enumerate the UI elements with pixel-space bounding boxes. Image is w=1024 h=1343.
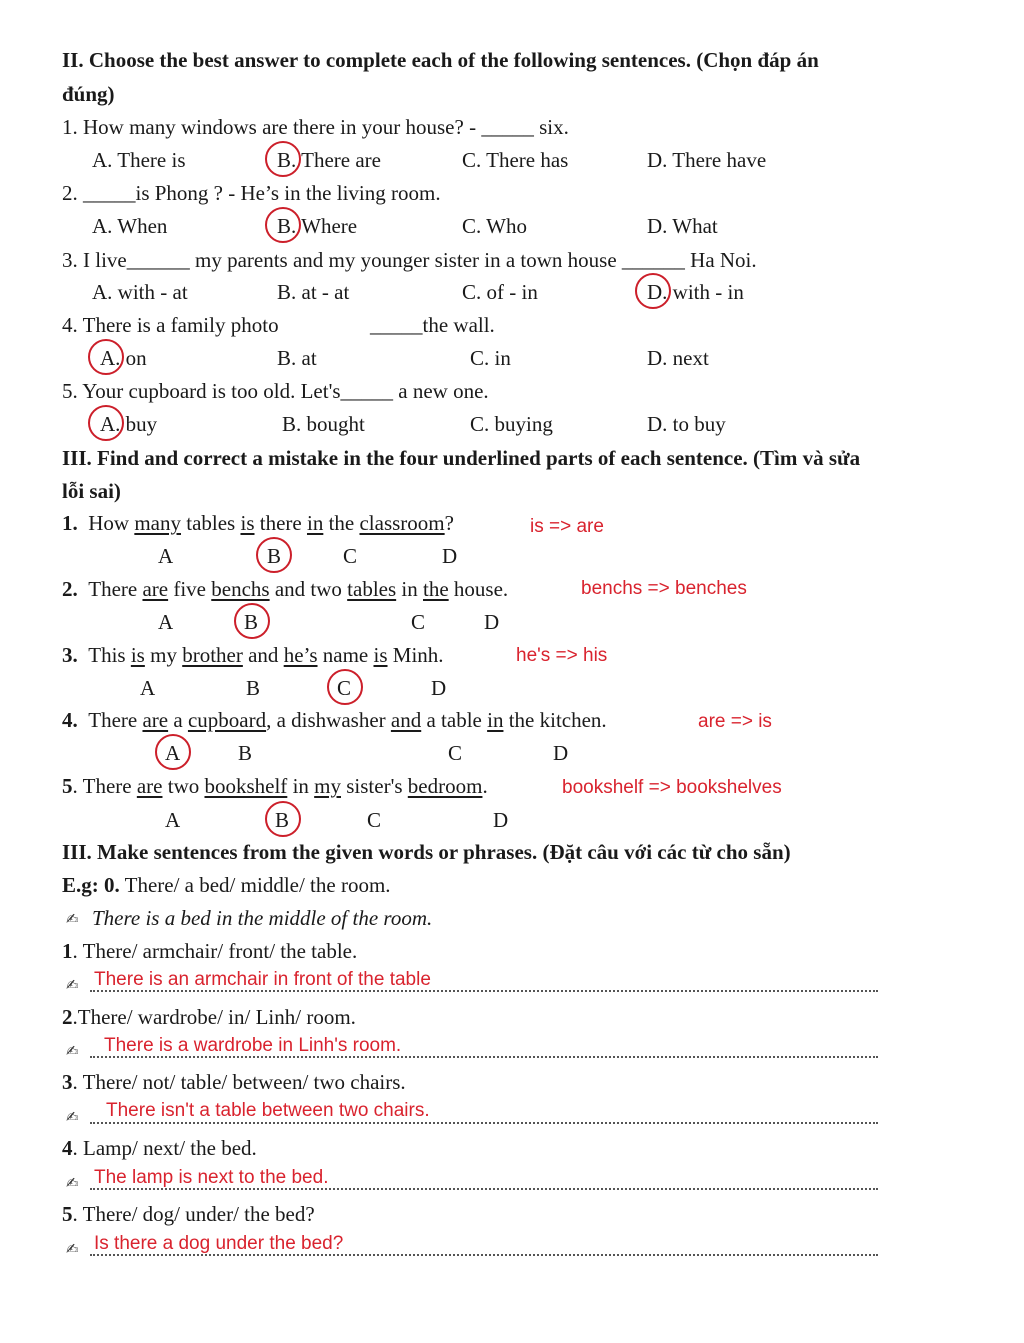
letter-b: B bbox=[275, 808, 290, 832]
section4-heading: III. Make sentences from the given words or phrases. (Đặt câu với các từ cho sẵn) bbox=[62, 840, 791, 864]
writing-hand-icon: ✍ bbox=[66, 1042, 79, 1060]
answer-circle-mark bbox=[635, 273, 671, 309]
section2-heading-line1: II. Choose the best answer to complete each of the following sentences. (Chọn đáp án bbox=[62, 48, 819, 72]
answer-circle-mark bbox=[265, 141, 301, 177]
q4-option-d: D. next bbox=[647, 346, 709, 370]
writing-hand-icon: ✍ bbox=[66, 976, 79, 994]
letter-c: C bbox=[337, 676, 352, 700]
section3-heading-line2: lỗi sai) bbox=[62, 479, 121, 503]
q4-option-c: C. in bbox=[470, 346, 511, 370]
letter-a: A bbox=[158, 544, 174, 568]
answer-dotted-line bbox=[90, 1254, 878, 1256]
q3-option-d: D. with - in bbox=[647, 280, 744, 304]
answer-text-2: There is a wardrobe in Linh's room. bbox=[104, 1035, 402, 1056]
sentence-prompt-2: 2.There/ wardrobe/ in/ Linh/ room. bbox=[62, 1005, 356, 1029]
q3-option-b: B. at - at bbox=[277, 280, 350, 304]
q2-option-c: C. Who bbox=[462, 214, 527, 238]
correction-note-3: he's => his bbox=[516, 645, 608, 666]
q1-stem: 1. How many windows are there in your house? - _____ six. bbox=[62, 115, 569, 139]
answer-circle-mark bbox=[88, 405, 124, 441]
answer-circle-mark bbox=[327, 669, 363, 705]
letter-a: A bbox=[158, 610, 174, 634]
q5-option-d: D. to buy bbox=[647, 412, 726, 436]
letter-a: A bbox=[165, 741, 181, 765]
q2-option-b: B. Where bbox=[277, 214, 358, 238]
q5-option-b: B. bought bbox=[282, 412, 365, 436]
answer-circle-mark bbox=[88, 339, 124, 375]
letter-d: D bbox=[493, 808, 509, 832]
letter-b: B bbox=[246, 676, 261, 700]
mistake-sentence-2: 2. There are five benchs and two tables in the house. bbox=[62, 577, 509, 601]
q3-option-a: A. with - at bbox=[92, 280, 188, 304]
sentence-prompt-1: 1. There/ armchair/ front/ the table. bbox=[62, 939, 358, 963]
letter-b: B bbox=[244, 610, 259, 634]
q5-option-a: A. buy bbox=[100, 412, 158, 436]
sentence-prompt-5: 5. There/ dog/ under/ the bed? bbox=[62, 1202, 315, 1226]
letter-c: C bbox=[411, 610, 426, 634]
answer-circle-mark bbox=[265, 801, 301, 837]
q5-option-c: C. buying bbox=[470, 412, 553, 436]
q5-stem: 5. Your cupboard is too old. Let's_____ a new one. bbox=[62, 379, 489, 403]
q1-option-a: A. There is bbox=[92, 148, 186, 172]
q2-option-a: A. When bbox=[92, 214, 168, 238]
answer-circle-mark bbox=[155, 734, 191, 770]
answer-text-5: Is there a dog under the bed? bbox=[94, 1233, 344, 1254]
q1-option-c: C. There has bbox=[462, 148, 569, 172]
sentence-prompt-3: 3. There/ not/ table/ between/ two chairs. bbox=[62, 1070, 406, 1094]
answer-dotted-line bbox=[90, 990, 878, 992]
answer-text-4: The lamp is next to the bed. bbox=[94, 1167, 329, 1188]
correction-note-5: bookshelf => bookshelves bbox=[562, 777, 782, 798]
mistake-sentence-4: 4. There are a cupboard, a dishwasher and a table in the kitchen. bbox=[62, 708, 607, 732]
answer-dotted-line bbox=[90, 1188, 878, 1190]
letter-c: C bbox=[448, 741, 463, 765]
letter-c: C bbox=[367, 808, 382, 832]
section3-heading-line1: III. Find and correct a mistake in the four underlined parts of each sentence. (Tìm và sửa bbox=[62, 446, 861, 470]
writing-hand-icon: ✍ bbox=[66, 1240, 79, 1258]
q2-option-d: D. What bbox=[647, 214, 718, 238]
writing-hand-icon: ✍ bbox=[66, 910, 79, 928]
answer-circle-mark bbox=[256, 537, 292, 573]
answer-circle-mark bbox=[265, 207, 301, 243]
letter-d: D bbox=[431, 676, 447, 700]
q4-stem-blank: _____the wall. bbox=[370, 313, 495, 337]
letter-d: D bbox=[442, 544, 458, 568]
writing-hand-icon: ✍ bbox=[66, 1108, 79, 1126]
letter-b: B bbox=[238, 741, 253, 765]
mistake-sentence-5: 5. There are two bookshelf in my sister's bedroom. bbox=[62, 774, 488, 798]
mistake-sentence-3: 3. This is my brother and he’s name is Minh. bbox=[62, 643, 444, 667]
q3-option-c: C. of - in bbox=[462, 280, 538, 304]
correction-note-2: benchs => benches bbox=[581, 578, 747, 599]
answer-dotted-line bbox=[90, 1122, 878, 1124]
writing-hand-icon: ✍ bbox=[66, 1174, 79, 1192]
q3-stem: 3. I live______ my parents and my younger sister in a town house ______ Ha Noi. bbox=[62, 248, 757, 272]
q4-stem: 4. There is a family photo bbox=[62, 313, 279, 337]
letter-a: A bbox=[140, 676, 156, 700]
example-answer: There is a bed in the middle of the room. bbox=[92, 906, 433, 930]
mistake-sentence-1: 1. How many tables is there in the classroom? bbox=[62, 511, 454, 535]
answer-text-1: There is an armchair in front of the table bbox=[94, 969, 431, 990]
q1-option-b: B. There are bbox=[277, 148, 381, 172]
letter-c: C bbox=[343, 544, 358, 568]
q4-option-b: B. at bbox=[277, 346, 317, 370]
q2-stem: 2. _____is Phong ? - He’s in the living room. bbox=[62, 181, 441, 205]
sentence-prompt-4: 4. Lamp/ next/ the bed. bbox=[62, 1136, 257, 1160]
answer-dotted-line bbox=[90, 1056, 878, 1058]
letter-d: D bbox=[553, 741, 569, 765]
section2-heading-line2: đúng) bbox=[62, 82, 115, 106]
answer-text-3: There isn't a table between two chairs. bbox=[106, 1100, 430, 1121]
q1-option-d: D. There have bbox=[647, 148, 767, 172]
answer-circle-mark bbox=[234, 603, 270, 639]
letter-a: A bbox=[165, 808, 181, 832]
correction-note-4: are => is bbox=[698, 711, 772, 732]
q4-option-a: A. on bbox=[100, 346, 147, 370]
correction-note-1: is => are bbox=[530, 516, 604, 537]
letter-b: B bbox=[267, 544, 282, 568]
example-prompt: E.g: 0. There/ a bed/ middle/ the room. bbox=[62, 873, 391, 897]
letter-d: D bbox=[484, 610, 500, 634]
